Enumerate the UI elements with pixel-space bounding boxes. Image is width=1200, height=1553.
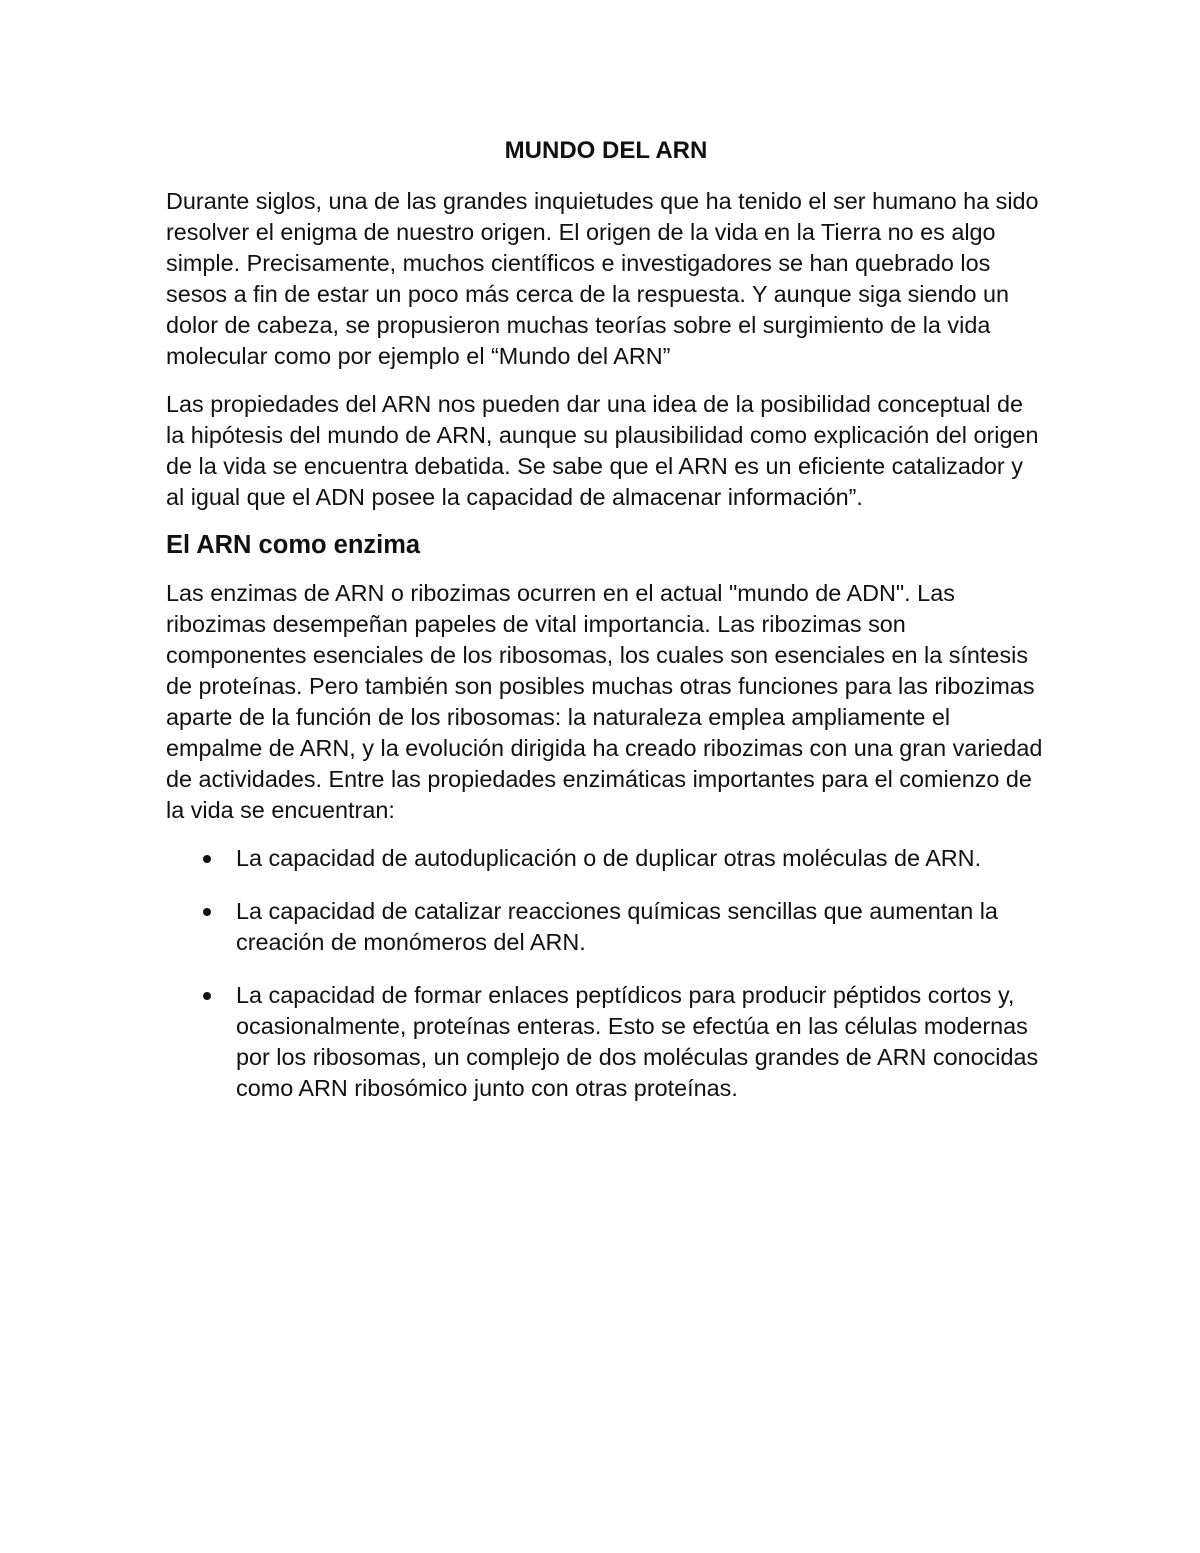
document-body <box>166 136 1046 1126</box>
list-item <box>166 980 1046 1104</box>
list-item-text: La capacidad de catalizar reacciones químicas sencillas que aumentan la creación de monómeros del ARN. <box>236 898 998 955</box>
bullet-icon <box>203 908 211 916</box>
section-heading: El ARN como enzima <box>166 531 421 559</box>
bullet-icon <box>203 855 211 863</box>
section-paragraph: Las enzimas de ARN o ribozimas ocurren en el actual "mundo de ADN". Las ribozimas desempeñan papeles de vital importancia. Las ribozimas son componentes esenciales de los ribosomas, los cuales son esenciales en la síntesis de proteínas. Pero también son posibles muchas otras funciones para las ribozimas aparte de la función de los ribosomas: la naturaleza emplea ampliamente el empalme de ARN, y la evolución dirigida ha creado ribozimas con una gran variedad de actividades. Entre las propiedades enzimáticas importantes para el comienzo de la vida se encuentran: <box>166 580 1043 823</box>
document-title: MUNDO DEL ARN <box>504 137 708 164</box>
bullet-list <box>166 843 1046 1104</box>
properties-paragraph: Las propiedades del ARN nos pueden dar una idea de la posibilidad conceptual de la hipótesis del mundo de ARN, aunque su plausibilidad como explicación del origen de la vida se encuentra debatida. Se sabe que el ARN es un eficiente catalizador y al igual que el ADN posee la capacidad de almacenar información”. <box>166 391 1039 510</box>
list-item-text: La capacidad de autoduplicación o de duplicar otras moléculas de ARN. <box>236 845 982 871</box>
list-item <box>166 843 1046 874</box>
bullet-icon <box>203 992 211 1000</box>
list-item-text: La capacidad de formar enlaces peptídicos para producir péptidos cortos y, ocasionalmente, proteínas enteras. Esto se efectúa en las células modernas por los ribosomas, un complejo de dos moléculas grandes de ARN conocidas como ARN ribosómico junto con otras proteínas. <box>236 982 1039 1101</box>
intro-paragraph: Durante siglos, una de las grandes inquietudes que ha tenido el ser humano ha sido resolver el enigma de nuestro origen. El origen de la vida en la Tierra no es algo simple. Precisamente, muchos científicos e investigadores se han quebrado los sesos a fin de estar un poco más cerca de la respuesta. Y aunque siga siendo un dolor de cabeza, se propusieron muchas teorías sobre el surgimiento de la vida molecular como por ejemplo el “Mundo del ARN” <box>166 188 1039 369</box>
list-item <box>166 896 1046 958</box>
